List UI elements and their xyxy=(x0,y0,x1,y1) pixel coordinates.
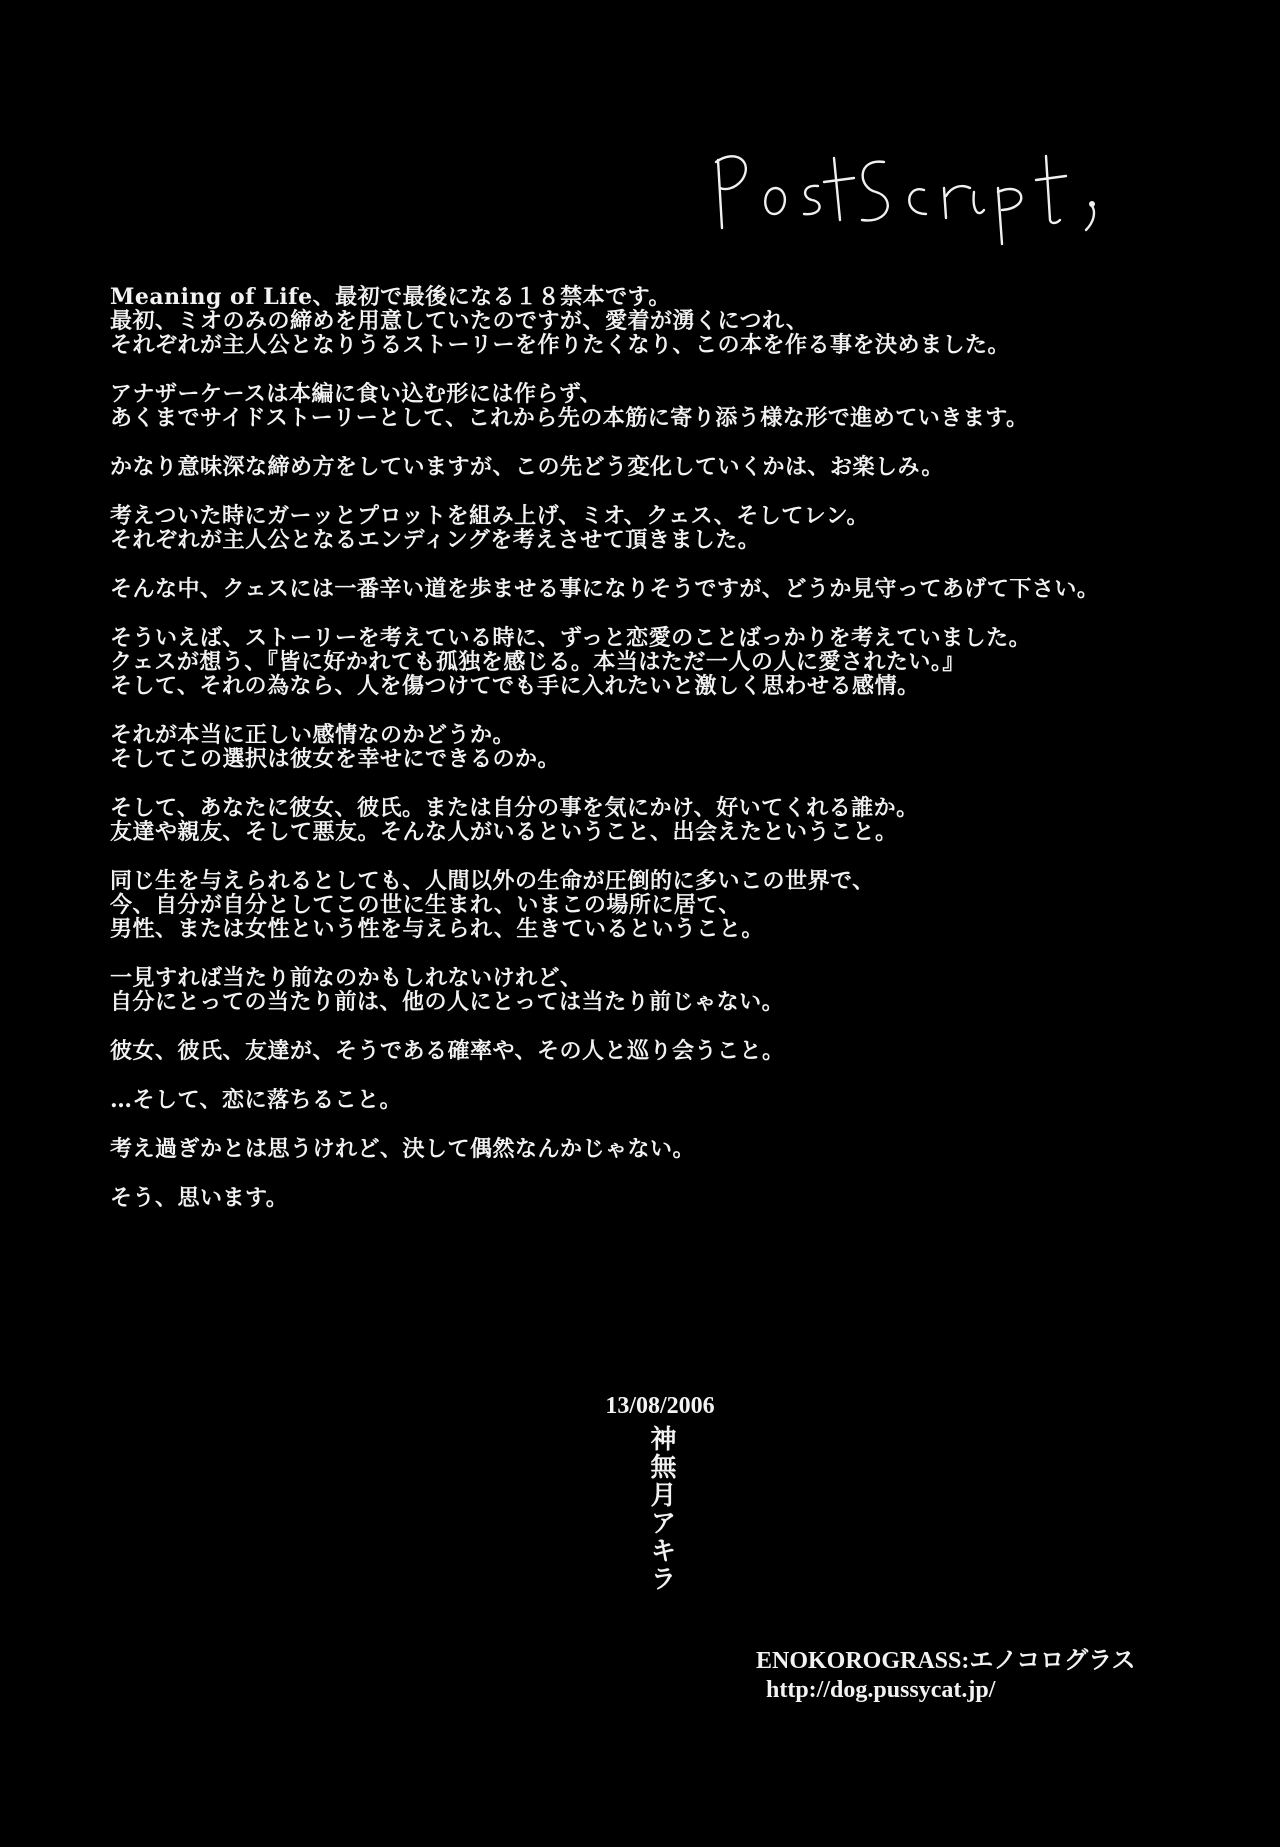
text-line: それぞれが主人公となりうるストーリーを作りたくなり、この本を作る事を決めました。 xyxy=(110,332,1011,358)
circle-info xyxy=(756,1647,1135,1705)
text-line: 同じ生を与えられるとしても、人間以外の生命が圧倒的に多いこの世界で、 xyxy=(110,868,875,894)
paragraph-13 xyxy=(110,1137,1230,1161)
text-line: そういえば、ストーリーを考えている時に、ずっと恋愛のことばっかりを考えていました。 xyxy=(110,625,1032,651)
paragraph-4 xyxy=(110,504,1230,552)
paragraph-6 xyxy=(110,626,1230,698)
text-line: 最初、ミオのみの締めを用意していたのですが、愛着が湧くにつれ、 xyxy=(110,308,809,334)
postscript-body xyxy=(110,285,1230,1235)
paragraph-7 xyxy=(110,723,1230,771)
text-line: 自分にとっての当たり前は、他の人にとっては当たり前じゃない。 xyxy=(110,989,785,1015)
text-line: 一見すれば当たり前なのかもしれないけれど、 xyxy=(110,965,583,991)
text-line: かなり意味深な締め方をしていますが、この先どう変化していくかは、お楽しみ。 xyxy=(110,454,944,480)
date: 13/08/2006 xyxy=(605,1393,715,1419)
text-line: そしてこの選択は彼女を幸せにできるのか。 xyxy=(110,746,561,772)
text-line: そして、それの為なら、人を傷つけてでも手に入れたいと激しく思わせる感情。 xyxy=(110,673,920,699)
text-line: それが本当に正しい感情なのかどうか。 xyxy=(110,722,516,748)
postscript-signature xyxy=(706,140,1126,250)
text-line: あくまでサイドストーリーとして、これから先の本筋に寄り添う様な形で進めていきます。 xyxy=(110,405,1029,431)
circle-name: ENOKOROGRASS:エノコログラス xyxy=(756,1648,1136,1674)
paragraph-5 xyxy=(110,577,1230,601)
paragraph-14 xyxy=(110,1186,1230,1210)
paragraph-11 xyxy=(110,1039,1230,1063)
paragraph-1 xyxy=(110,285,1230,357)
text-line: 男性、または女性という性を与えられ、生きているということ。 xyxy=(110,916,764,942)
text-line: アナザーケースは本編に食い込む形には作らず、 xyxy=(110,381,603,407)
text-line: 考えついた時にガーッとプロットを組み上げ、ミオ、クェス、そしてレン。 xyxy=(110,503,869,529)
paragraph-9 xyxy=(110,869,1230,941)
paragraph-10 xyxy=(110,966,1230,1014)
text-line: それぞれが主人公となるエンディングを考えさせて頂きました。 xyxy=(110,527,761,553)
text-line: 彼女、彼氏、友達が、そうである確率や、その人と巡り会うこと。 xyxy=(110,1038,785,1064)
paragraph-8 xyxy=(110,796,1230,844)
paragraph-12 xyxy=(110,1088,1230,1112)
text-line: そして、あなたに彼女、彼氏。または自分の事を気にかけ、好いてくれる誰か。 xyxy=(110,795,919,821)
author-name: 神無月アキラ xyxy=(646,1425,676,1593)
text-line: …そして、恋に落ちること。 xyxy=(110,1087,403,1113)
text-line: そう、思います。 xyxy=(110,1185,289,1211)
circle-url: http://dog.pussycat.jp/ xyxy=(766,1677,996,1703)
text-line: そんな中、クェスには一番辛い道を歩ませる事になりそうですが、どうか見守ってあげて下さい。 xyxy=(110,576,1100,602)
text-line: 友達や親友、そして悪友。そんな人がいるということ、出会えたということ。 xyxy=(110,819,898,845)
text-line: クェスが想う、『皆に好かれても孤独を感じる。本当はただ一人の人に愛されたい。』 xyxy=(110,649,965,675)
text-line: 考え過ぎかとは思うけれど、決して偶然なんかじゃない。 xyxy=(110,1136,696,1162)
text-line: Meaning of Life、最初で最後になる１８禁本です。 xyxy=(110,284,671,310)
paragraph-3 xyxy=(110,455,1230,479)
paragraph-2 xyxy=(110,382,1230,430)
text-line: 今、自分が自分としてこの世に生まれ、いまこの場所に居て、 xyxy=(110,892,741,918)
